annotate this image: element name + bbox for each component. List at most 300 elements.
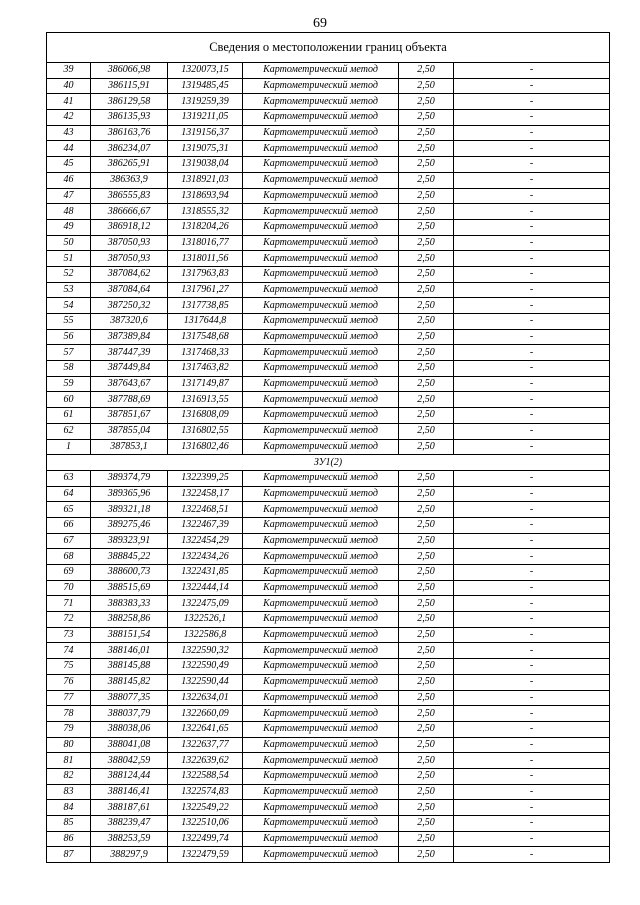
accuracy-cell: 2,50: [399, 549, 454, 565]
point-number-cell: 47: [47, 188, 91, 204]
x-coordinate-cell: 388253,59: [91, 831, 168, 847]
table-row: [47, 580, 610, 596]
accuracy-cell: 2,50: [399, 141, 454, 157]
y-coordinate-cell: 1317961,27: [168, 282, 243, 298]
y-coordinate-cell: 1322434,26: [168, 549, 243, 565]
accuracy-cell: 2,50: [399, 392, 454, 408]
description-cell: -: [454, 674, 610, 690]
point-number-cell: 42: [47, 110, 91, 126]
method-cell: Картометрический метод: [243, 706, 399, 722]
table-row: [47, 204, 610, 220]
table-row: [47, 125, 610, 141]
table-row: [47, 768, 610, 784]
method-cell: Картометрический метод: [243, 266, 399, 282]
x-coordinate-cell: 389323,91: [91, 533, 168, 549]
accuracy-cell: 2,50: [399, 314, 454, 330]
x-coordinate-cell: 388151,54: [91, 627, 168, 643]
point-number-cell: 82: [47, 768, 91, 784]
x-coordinate-cell: 388383,33: [91, 596, 168, 612]
y-coordinate-cell: 1322458,17: [168, 486, 243, 502]
x-coordinate-cell: 387449,84: [91, 361, 168, 377]
y-coordinate-cell: 1322641,65: [168, 721, 243, 737]
method-cell: Картометрический метод: [243, 110, 399, 126]
description-cell: -: [454, 470, 610, 486]
y-coordinate-cell: 1317468,33: [168, 345, 243, 361]
point-number-cell: 68: [47, 549, 91, 565]
description-cell: -: [454, 737, 610, 753]
description-cell: -: [454, 768, 610, 784]
y-coordinate-cell: 1317644,8: [168, 314, 243, 330]
accuracy-cell: 2,50: [399, 188, 454, 204]
description-cell: -: [454, 251, 610, 267]
point-number-cell: 69: [47, 565, 91, 581]
table-row: [47, 690, 610, 706]
method-cell: Картометрический метод: [243, 470, 399, 486]
description-cell: -: [454, 643, 610, 659]
accuracy-cell: 2,50: [399, 361, 454, 377]
description-cell: -: [454, 329, 610, 345]
point-number-cell: 58: [47, 361, 91, 377]
accuracy-cell: 2,50: [399, 706, 454, 722]
description-cell: -: [454, 659, 610, 675]
point-number-cell: 81: [47, 753, 91, 769]
point-number-cell: 80: [47, 737, 91, 753]
method-cell: Картометрический метод: [243, 753, 399, 769]
table-row: [47, 251, 610, 267]
y-coordinate-cell: 1316808,09: [168, 408, 243, 424]
point-number-cell: 60: [47, 392, 91, 408]
accuracy-cell: 2,50: [399, 674, 454, 690]
table-row: [47, 110, 610, 126]
point-number-cell: 43: [47, 125, 91, 141]
y-coordinate-cell: 1322526,1: [168, 612, 243, 628]
y-coordinate-cell: 1322499,74: [168, 831, 243, 847]
description-cell: -: [454, 125, 610, 141]
x-coordinate-cell: 388145,82: [91, 674, 168, 690]
table-row: [47, 831, 610, 847]
y-coordinate-cell: 1322454,29: [168, 533, 243, 549]
accuracy-cell: 2,50: [399, 800, 454, 816]
description-cell: -: [454, 690, 610, 706]
y-coordinate-cell: 1319075,31: [168, 141, 243, 157]
x-coordinate-cell: 387250,32: [91, 298, 168, 314]
description-cell: -: [454, 549, 610, 565]
x-coordinate-cell: 387643,67: [91, 376, 168, 392]
table-row: [47, 847, 610, 863]
y-coordinate-cell: 1322660,09: [168, 706, 243, 722]
y-coordinate-cell: 1319038,04: [168, 157, 243, 173]
point-number-cell: 46: [47, 172, 91, 188]
description-cell: -: [454, 502, 610, 518]
boundary-table: [46, 32, 610, 863]
description-cell: -: [454, 580, 610, 596]
method-cell: Картометрический метод: [243, 204, 399, 220]
method-cell: Картометрический метод: [243, 737, 399, 753]
x-coordinate-cell: 388037,79: [91, 706, 168, 722]
method-cell: Картометрический метод: [243, 800, 399, 816]
y-coordinate-cell: 1322637,77: [168, 737, 243, 753]
x-coordinate-cell: 386666,67: [91, 204, 168, 220]
x-coordinate-cell: 387050,93: [91, 251, 168, 267]
table-row: [47, 706, 610, 722]
x-coordinate-cell: 386066,98: [91, 63, 168, 79]
table-row: [47, 282, 610, 298]
accuracy-cell: 2,50: [399, 768, 454, 784]
table-row: [47, 188, 610, 204]
point-number-cell: 62: [47, 423, 91, 439]
method-cell: Картометрический метод: [243, 219, 399, 235]
point-number-cell: 49: [47, 219, 91, 235]
method-cell: Картометрический метод: [243, 439, 399, 455]
accuracy-cell: 2,50: [399, 596, 454, 612]
table-row: [47, 659, 610, 675]
y-coordinate-cell: 1322639,62: [168, 753, 243, 769]
title-row: [47, 33, 610, 63]
point-number-cell: 50: [47, 235, 91, 251]
point-number-cell: 51: [47, 251, 91, 267]
table-row: [47, 612, 610, 628]
point-number-cell: 78: [47, 706, 91, 722]
x-coordinate-cell: 388077,35: [91, 690, 168, 706]
table-row: [47, 533, 610, 549]
point-number-cell: 76: [47, 674, 91, 690]
x-coordinate-cell: 386135,93: [91, 110, 168, 126]
description-cell: -: [454, 816, 610, 832]
table-row: [47, 361, 610, 377]
point-number-cell: 71: [47, 596, 91, 612]
accuracy-cell: 2,50: [399, 219, 454, 235]
method-cell: Картометрический метод: [243, 172, 399, 188]
page-number: 69: [313, 16, 327, 31]
method-cell: Картометрический метод: [243, 423, 399, 439]
table-row: [47, 816, 610, 832]
description-cell: -: [454, 298, 610, 314]
y-coordinate-cell: 1317548,68: [168, 329, 243, 345]
point-number-cell: 79: [47, 721, 91, 737]
y-coordinate-cell: 1322634,01: [168, 690, 243, 706]
y-coordinate-cell: 1317738,85: [168, 298, 243, 314]
accuracy-cell: 2,50: [399, 282, 454, 298]
accuracy-cell: 2,50: [399, 784, 454, 800]
description-cell: -: [454, 157, 610, 173]
y-coordinate-cell: 1322399,25: [168, 470, 243, 486]
description-cell: -: [454, 78, 610, 94]
accuracy-cell: 2,50: [399, 172, 454, 188]
x-coordinate-cell: 388146,41: [91, 784, 168, 800]
accuracy-cell: 2,50: [399, 753, 454, 769]
x-coordinate-cell: 386555,83: [91, 188, 168, 204]
y-coordinate-cell: 1322588,54: [168, 768, 243, 784]
y-coordinate-cell: 1322431,85: [168, 565, 243, 581]
table-row: [47, 565, 610, 581]
point-number-cell: 57: [47, 345, 91, 361]
x-coordinate-cell: 387855,04: [91, 423, 168, 439]
accuracy-cell: 2,50: [399, 565, 454, 581]
description-cell: -: [454, 204, 610, 220]
y-coordinate-cell: 1319156,37: [168, 125, 243, 141]
table-row: [47, 517, 610, 533]
point-number-cell: 63: [47, 470, 91, 486]
table-row: [47, 784, 610, 800]
point-number-cell: 65: [47, 502, 91, 518]
table-row: [47, 627, 610, 643]
method-cell: Картометрический метод: [243, 533, 399, 549]
x-coordinate-cell: 387447,39: [91, 345, 168, 361]
x-coordinate-cell: 386115,91: [91, 78, 168, 94]
description-cell: -: [454, 847, 610, 863]
method-cell: Картометрический метод: [243, 721, 399, 737]
method-cell: Картометрический метод: [243, 63, 399, 79]
method-cell: Картометрический метод: [243, 408, 399, 424]
description-cell: -: [454, 721, 610, 737]
x-coordinate-cell: 387320,6: [91, 314, 168, 330]
method-cell: Картометрический метод: [243, 125, 399, 141]
description-cell: -: [454, 486, 610, 502]
method-cell: Картометрический метод: [243, 831, 399, 847]
y-coordinate-cell: 1317463,82: [168, 361, 243, 377]
accuracy-cell: 2,50: [399, 63, 454, 79]
point-number-cell: 84: [47, 800, 91, 816]
accuracy-cell: 2,50: [399, 423, 454, 439]
x-coordinate-cell: 388297,9: [91, 847, 168, 863]
x-coordinate-cell: 386918,12: [91, 219, 168, 235]
y-coordinate-cell: 1319259,39: [168, 94, 243, 110]
table-row: [47, 408, 610, 424]
description-cell: -: [454, 110, 610, 126]
x-coordinate-cell: 388146,01: [91, 643, 168, 659]
table-row: [47, 157, 610, 173]
method-cell: Картометрический метод: [243, 816, 399, 832]
point-number-cell: 48: [47, 204, 91, 220]
method-cell: Картометрический метод: [243, 314, 399, 330]
method-cell: Картометрический метод: [243, 549, 399, 565]
x-coordinate-cell: 389374,79: [91, 470, 168, 486]
description-cell: -: [454, 94, 610, 110]
table-row: [47, 486, 610, 502]
accuracy-cell: 2,50: [399, 816, 454, 832]
table-row: [47, 596, 610, 612]
description-cell: -: [454, 345, 610, 361]
y-coordinate-cell: 1319211,05: [168, 110, 243, 126]
accuracy-cell: 2,50: [399, 157, 454, 173]
point-number-cell: 61: [47, 408, 91, 424]
x-coordinate-cell: 389275,46: [91, 517, 168, 533]
point-number-cell: 1: [47, 439, 91, 455]
x-coordinate-cell: 386234,07: [91, 141, 168, 157]
accuracy-cell: 2,50: [399, 643, 454, 659]
point-number-cell: 67: [47, 533, 91, 549]
method-cell: Картометрический метод: [243, 659, 399, 675]
y-coordinate-cell: 1322590,32: [168, 643, 243, 659]
method-cell: Картометрический метод: [243, 643, 399, 659]
accuracy-cell: 2,50: [399, 502, 454, 518]
y-coordinate-cell: 1322586,8: [168, 627, 243, 643]
x-coordinate-cell: 388038,06: [91, 721, 168, 737]
point-number-cell: 53: [47, 282, 91, 298]
description-cell: -: [454, 612, 610, 628]
point-number-cell: 40: [47, 78, 91, 94]
point-number-cell: 75: [47, 659, 91, 675]
accuracy-cell: 2,50: [399, 612, 454, 628]
accuracy-cell: 2,50: [399, 329, 454, 345]
description-cell: -: [454, 172, 610, 188]
y-coordinate-cell: 1322479,59: [168, 847, 243, 863]
point-number-cell: 41: [47, 94, 91, 110]
y-coordinate-cell: 1318016,77: [168, 235, 243, 251]
description-cell: -: [454, 141, 610, 157]
y-coordinate-cell: 1322475,09: [168, 596, 243, 612]
section-label: ЗУ1(2): [47, 455, 610, 471]
method-cell: Картометрический метод: [243, 361, 399, 377]
y-coordinate-cell: 1322574,83: [168, 784, 243, 800]
accuracy-cell: 2,50: [399, 486, 454, 502]
y-coordinate-cell: 1322468,51: [168, 502, 243, 518]
table-row: [47, 737, 610, 753]
method-cell: Картометрический метод: [243, 674, 399, 690]
table-row: [47, 345, 610, 361]
table-row: [47, 800, 610, 816]
y-coordinate-cell: 1318204,26: [168, 219, 243, 235]
x-coordinate-cell: 389321,18: [91, 502, 168, 518]
y-coordinate-cell: 1320073,15: [168, 63, 243, 79]
table-row: [47, 502, 610, 518]
description-cell: -: [454, 361, 610, 377]
method-cell: Картометрический метод: [243, 188, 399, 204]
description-cell: -: [454, 596, 610, 612]
x-coordinate-cell: 388258,86: [91, 612, 168, 628]
method-cell: Картометрический метод: [243, 157, 399, 173]
method-cell: Картометрический метод: [243, 235, 399, 251]
y-coordinate-cell: 1318921,03: [168, 172, 243, 188]
description-cell: -: [454, 533, 610, 549]
method-cell: Картометрический метод: [243, 329, 399, 345]
accuracy-cell: 2,50: [399, 847, 454, 863]
table-row: [47, 549, 610, 565]
description-cell: -: [454, 753, 610, 769]
x-coordinate-cell: 388600,73: [91, 565, 168, 581]
table-row: [47, 266, 610, 282]
table-row: [47, 470, 610, 486]
point-number-cell: 55: [47, 314, 91, 330]
point-number-cell: 83: [47, 784, 91, 800]
table-row: [47, 172, 610, 188]
y-coordinate-cell: 1316802,55: [168, 423, 243, 439]
method-cell: Картометрический метод: [243, 282, 399, 298]
method-cell: Картометрический метод: [243, 580, 399, 596]
method-cell: Картометрический метод: [243, 784, 399, 800]
y-coordinate-cell: 1318011,56: [168, 251, 243, 267]
y-coordinate-cell: 1322549,22: [168, 800, 243, 816]
table-row: [47, 94, 610, 110]
method-cell: Картометрический метод: [243, 502, 399, 518]
point-number-cell: 85: [47, 816, 91, 832]
accuracy-cell: 2,50: [399, 721, 454, 737]
x-coordinate-cell: 388124,44: [91, 768, 168, 784]
point-number-cell: 45: [47, 157, 91, 173]
accuracy-cell: 2,50: [399, 94, 454, 110]
accuracy-cell: 2,50: [399, 110, 454, 126]
table-row: [47, 219, 610, 235]
accuracy-cell: 2,50: [399, 737, 454, 753]
point-number-cell: 64: [47, 486, 91, 502]
table-row: [47, 392, 610, 408]
point-number-cell: 44: [47, 141, 91, 157]
table-row: [47, 376, 610, 392]
x-coordinate-cell: 387050,93: [91, 235, 168, 251]
description-cell: -: [454, 423, 610, 439]
description-cell: -: [454, 627, 610, 643]
x-coordinate-cell: 387853,1: [91, 439, 168, 455]
x-coordinate-cell: 386163,76: [91, 125, 168, 141]
description-cell: -: [454, 439, 610, 455]
accuracy-cell: 2,50: [399, 125, 454, 141]
point-number-cell: 86: [47, 831, 91, 847]
point-number-cell: 56: [47, 329, 91, 345]
x-coordinate-cell: 388145,88: [91, 659, 168, 675]
table-row: [47, 141, 610, 157]
table-row: [47, 63, 610, 79]
table-row: [47, 674, 610, 690]
y-coordinate-cell: 1317963,83: [168, 266, 243, 282]
point-number-cell: 39: [47, 63, 91, 79]
accuracy-cell: 2,50: [399, 204, 454, 220]
section-row: [47, 455, 610, 471]
method-cell: Картометрический метод: [243, 392, 399, 408]
description-cell: -: [454, 784, 610, 800]
y-coordinate-cell: 1322590,44: [168, 674, 243, 690]
x-coordinate-cell: 387389,84: [91, 329, 168, 345]
x-coordinate-cell: 388187,61: [91, 800, 168, 816]
y-coordinate-cell: 1319485,45: [168, 78, 243, 94]
table-row: [47, 78, 610, 94]
method-cell: Картометрический метод: [243, 565, 399, 581]
x-coordinate-cell: 388239,47: [91, 816, 168, 832]
method-cell: Картометрический метод: [243, 251, 399, 267]
description-cell: -: [454, 517, 610, 533]
description-cell: -: [454, 266, 610, 282]
point-number-cell: 73: [47, 627, 91, 643]
table-row: [47, 329, 610, 345]
description-cell: -: [454, 282, 610, 298]
accuracy-cell: 2,50: [399, 266, 454, 282]
accuracy-cell: 2,50: [399, 408, 454, 424]
point-number-cell: 87: [47, 847, 91, 863]
accuracy-cell: 2,50: [399, 659, 454, 675]
accuracy-cell: 2,50: [399, 376, 454, 392]
accuracy-cell: 2,50: [399, 235, 454, 251]
accuracy-cell: 2,50: [399, 345, 454, 361]
accuracy-cell: 2,50: [399, 690, 454, 706]
x-coordinate-cell: 387788,69: [91, 392, 168, 408]
description-cell: -: [454, 376, 610, 392]
table-row: [47, 423, 610, 439]
accuracy-cell: 2,50: [399, 251, 454, 267]
method-cell: Картометрический метод: [243, 517, 399, 533]
y-coordinate-cell: 1317149,87: [168, 376, 243, 392]
accuracy-cell: 2,50: [399, 78, 454, 94]
method-cell: Картометрический метод: [243, 78, 399, 94]
accuracy-cell: 2,50: [399, 298, 454, 314]
table-title: Сведения о местоположении границ объекта: [47, 33, 610, 63]
x-coordinate-cell: 387851,67: [91, 408, 168, 424]
method-cell: Картометрический метод: [243, 596, 399, 612]
point-number-cell: 66: [47, 517, 91, 533]
x-coordinate-cell: 386265,91: [91, 157, 168, 173]
table-row: [47, 298, 610, 314]
description-cell: -: [454, 831, 610, 847]
y-coordinate-cell: 1322590,49: [168, 659, 243, 675]
description-cell: -: [454, 408, 610, 424]
